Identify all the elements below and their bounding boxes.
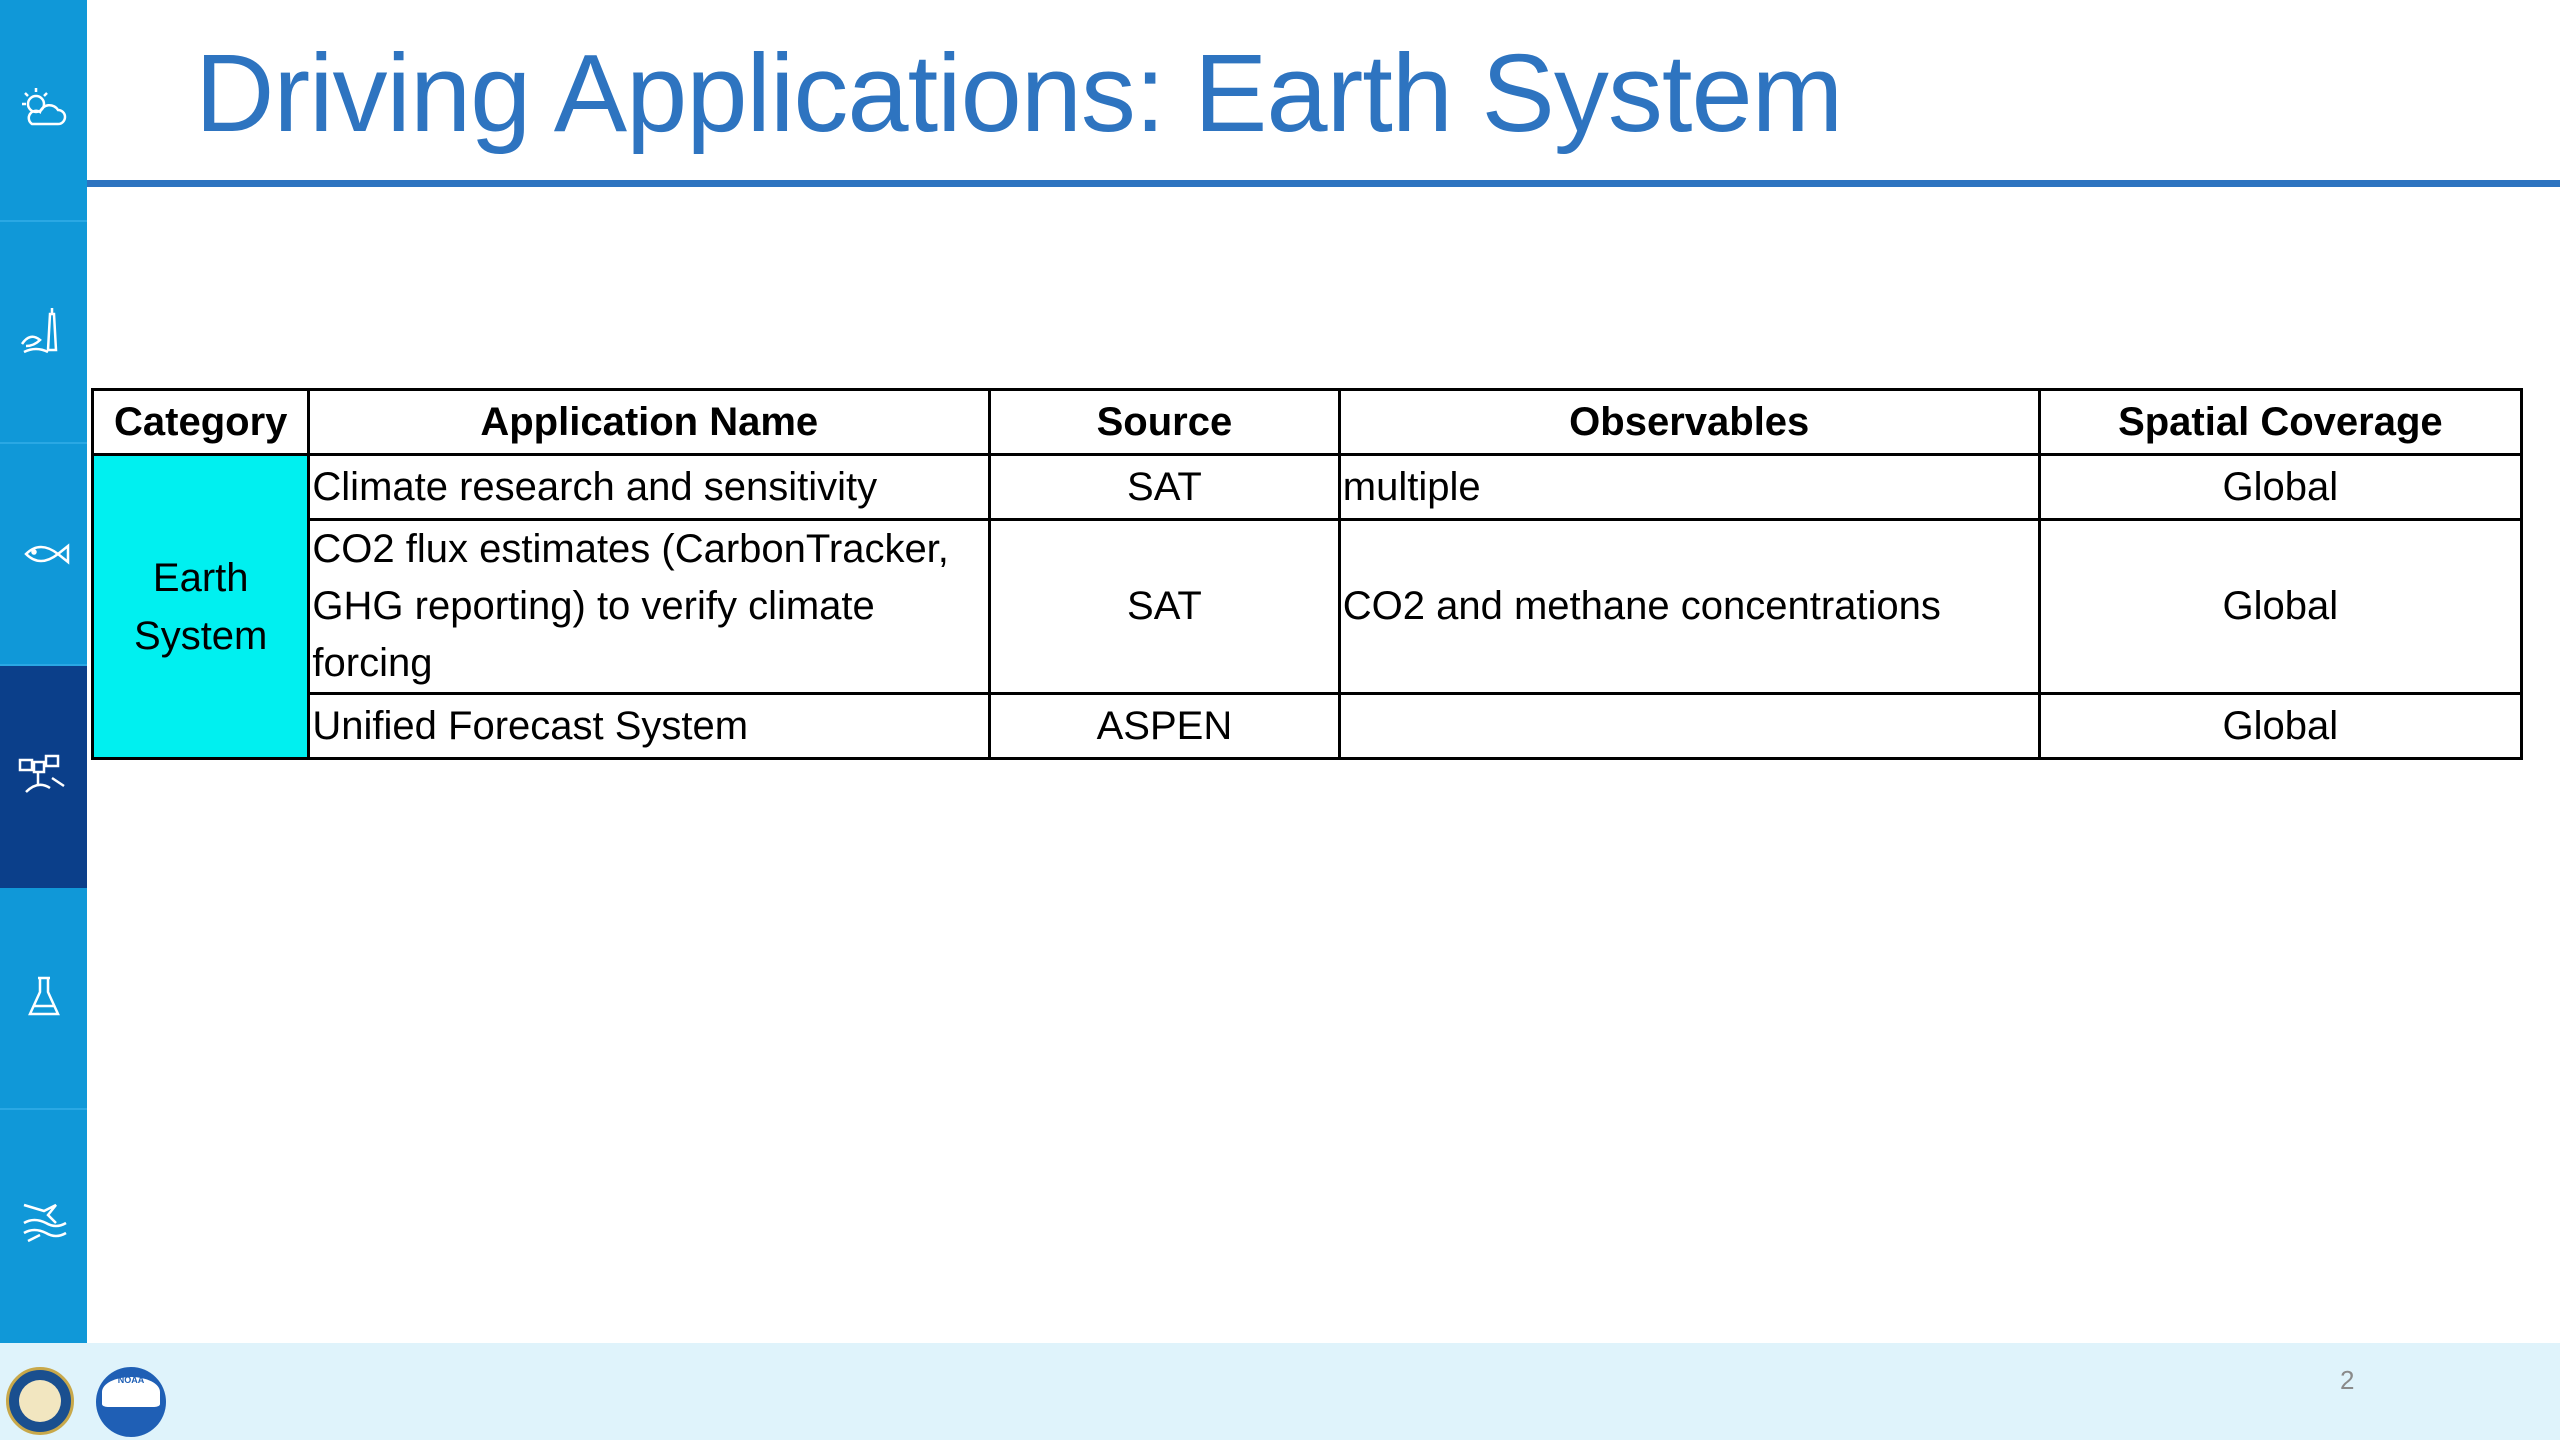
icon-rail: [0, 0, 87, 1343]
header-application-name: Application Name: [309, 390, 990, 455]
airplane-globe-icon: [16, 1193, 72, 1249]
coverage-cell: Global: [2039, 520, 2521, 694]
category-cell: [93, 455, 309, 759]
doc-seal-logo: [6, 1367, 74, 1435]
application-cell: Unified Forecast System: [309, 694, 990, 759]
header-spatial-coverage: Spatial Coverage: [2039, 390, 2521, 455]
satellite-icon: [16, 748, 72, 804]
rail-item-research[interactable]: [0, 888, 87, 1110]
observables-cell: [1339, 694, 2039, 759]
application-cell: Climate research and sensitivity: [309, 455, 990, 520]
application-cell: CO2 flux estimates (CarbonTracker, GHG reporting) to verify climate forcing: [309, 520, 990, 694]
observables-cell: multiple: [1339, 455, 2039, 520]
rail-item-coastal[interactable]: [0, 222, 87, 444]
rail-item-operations[interactable]: [0, 1110, 87, 1332]
category-label: Earth System: [134, 555, 268, 658]
fish-icon: [16, 526, 72, 582]
table-row: [93, 694, 2522, 759]
flask-icon: [16, 970, 72, 1026]
table-header-row: [93, 390, 2522, 455]
source-cell: SAT: [990, 520, 1340, 694]
noaa-logo: [96, 1367, 166, 1437]
rail-item-fisheries[interactable]: [0, 444, 87, 666]
coverage-cell: Global: [2039, 455, 2521, 520]
table-row: [93, 455, 2522, 520]
source-cell: SAT: [990, 455, 1340, 520]
title-divider: [87, 180, 2560, 187]
header-category: Category: [93, 390, 309, 455]
slide-title: Driving Applications: Earth System: [195, 32, 1843, 155]
coverage-cell: Global: [2039, 694, 2521, 759]
seal-center: [19, 1380, 61, 1422]
page-number: 2: [2340, 1365, 2355, 1395]
coastal-lighthouse-icon: [16, 304, 72, 360]
slide-footer: [0, 1343, 2560, 1440]
weather-icon: [16, 82, 72, 138]
rail-item-weather[interactable]: [0, 0, 87, 222]
table-row: [93, 520, 2522, 694]
header-observables: Observables: [1339, 390, 2039, 455]
applications-table: [91, 388, 2523, 760]
observables-cell: CO2 and methane concentrations: [1339, 520, 2039, 694]
noaa-logo-text: NOAA: [117, 1375, 145, 1385]
header-source: Source: [990, 390, 1340, 455]
rail-item-satellites[interactable]: [0, 666, 87, 888]
source-cell: ASPEN: [990, 694, 1340, 759]
